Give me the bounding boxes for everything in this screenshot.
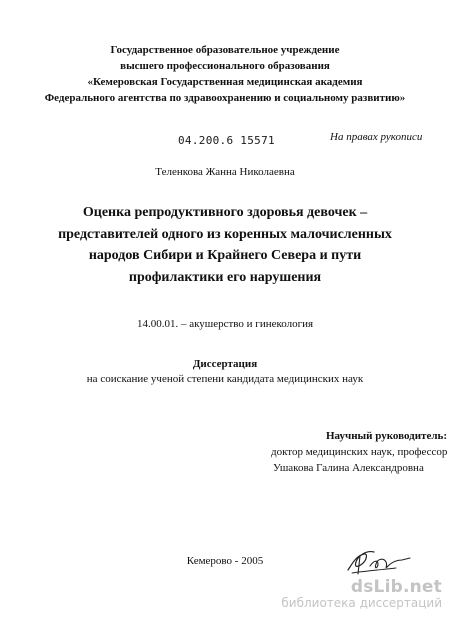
institution-header [0,42,450,106]
handwritten-signature [344,546,416,578]
supervisor-label: Научный руководитель: [326,430,447,442]
institution-line: Федерального агентства по здравоохранению и социальному развитию» [44,92,406,104]
dissertation-purpose: на соискание ученой степени кандидата медицинских наук [86,373,364,385]
supervisor-block [271,428,447,476]
watermark-logo: dsLib.net [350,577,442,597]
title-line: представителей одного из коренных малочисленных [58,226,392,242]
institution-line: «Кемеровская Государственная медицинская академия [87,76,363,88]
city-year: Кемерово - 2005 [186,555,264,567]
dissertation-title [0,202,450,288]
supervisor-degree: доктор медицинских наук, профессор [271,446,448,458]
title-line: народов Сибири и Крайнего Севера и пути [88,248,362,263]
watermark [281,578,442,611]
institution-line: высшего профессионального образования [120,60,330,72]
supervisor-name: Ушакова Галина Александровна [273,462,424,474]
rights-note: На правах рукописи [330,131,423,143]
dissertation-label: Диссертация [192,358,258,370]
title-line: профилактики его нарушения [128,269,322,285]
specialty-code: 14.00.01. – акушерство и гинекология [136,318,314,330]
institution-line: Государственное образовательное учреждение [110,44,340,56]
author-name: Теленкова Жанна Николаевна [155,166,295,178]
archive-stamp-number: 04.200.6 15571 [178,134,275,147]
title-line: Оценка репродуктивного здоровья девочек – [82,205,368,220]
watermark-subtitle: библиотека диссертаций [281,596,442,610]
